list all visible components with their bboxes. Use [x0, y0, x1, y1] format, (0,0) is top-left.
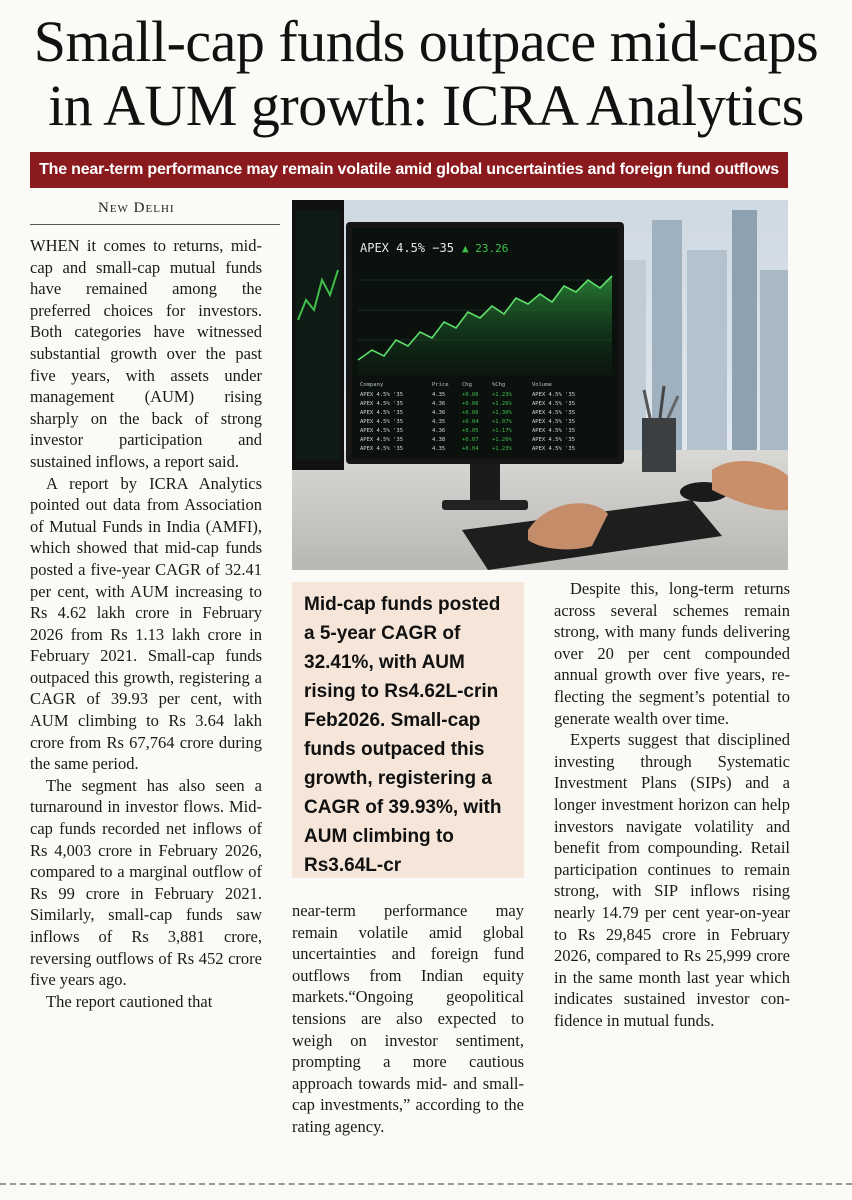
paragraph: Experts suggest that disciplined investing through Systematic Investment Plans (SIPs) and a longer investment horizon can help investors navigate volatility and benefit from compounding. Retail participation continues to remain strong, with SIP inflows rising nearly 14.79 per cent year-on-year to Rs 29,845 crore in February 2026, compared to Rs 25,999 crore in the same month last year which indicates sustained investor confidence in mutual funds.	[554, 730, 790, 1030]
body-column-1	[30, 235, 262, 1012]
table-cell: +0.06	[462, 401, 479, 407]
table-cell: APEX 4.5% '35	[360, 410, 404, 416]
table-cell: 4.36	[432, 410, 446, 416]
table-cell: 4.35	[432, 392, 446, 398]
table-cell: +0.04	[462, 446, 479, 452]
table-cell: APEX 4.5% '35	[532, 437, 576, 443]
table-cell: APEX 4.5% '35	[532, 419, 576, 425]
table-cell: APEX 4.5% '35	[532, 446, 576, 452]
table-header-cell: Volume	[532, 382, 552, 388]
table-cell: +1.26%	[492, 401, 512, 407]
table-cell: +1.30%	[492, 410, 512, 416]
photo-illustration	[292, 200, 788, 570]
table-cell: 4.38	[432, 437, 446, 443]
paragraph: WHEN it comes to returns, mid-cap and small-cap mutual funds have remained among the preferred choices for investors. Both categories have witnessed substantial growth over the past five years, with assets under management (AUM) rising sharply on the back of strong investor participation and sustained inflows, a report said.	[30, 236, 262, 471]
pull-quote: Mid-cap funds posted a 5-year CAGR of 32.41%, with AUM rising to Rs4.62L-crin Feb2026. Small-cap funds outpaced this growth, registering a CAGR of 39.93%, with AUM climbing to Rs3.64L-cr	[292, 582, 524, 878]
table-cell: 4.36	[432, 428, 446, 434]
table-cell: APEX 4.5% '35	[360, 446, 404, 452]
table-header-cell: Company	[360, 382, 384, 388]
table-cell: 4.35	[432, 419, 446, 425]
table-cell: 4.35	[432, 446, 446, 452]
table-header-cell: Chg	[462, 382, 472, 388]
table-cell: 4.36	[432, 401, 446, 407]
table-header-cell: Price	[432, 382, 449, 388]
table-cell: +1.23%	[492, 392, 512, 398]
body-column-2	[292, 900, 524, 1138]
table-cell: APEX 4.5% '35	[532, 410, 576, 416]
table-cell: +0.06	[462, 410, 479, 416]
table-cell: APEX 4.5% '35	[360, 437, 404, 443]
paragraph: near-term performance may remain volatile amid global uncertainties and foreign fund outflows from Indian equity markets.“Ongoing geopolitical tensions are also expected to weigh on investor sentiment, prompting a more cautious approach towards mid- and small-cap investments,” according to the rating agency.	[292, 901, 524, 1136]
table-cell: APEX 4.5% '35	[360, 392, 404, 398]
table-cell: +1.07%	[492, 419, 512, 425]
ticker-change: ▲ 23.26	[462, 242, 509, 255]
table-cell: APEX 4.5% '35	[360, 401, 404, 407]
table-cell: APEX 4.5% '35	[532, 392, 576, 398]
paragraph: Despite this, long-term returns across several schemes remain strong, with many funds delivering over 20 per cent compounded annual growth over five years, reflecting the segment’s potential to generate wealth over time.	[554, 579, 790, 728]
table-cell: APEX 4.5% '35	[532, 428, 576, 434]
table-cell: +1.17%	[492, 428, 512, 434]
stock-market-photo	[292, 200, 788, 570]
table-header-cell: %Chg	[492, 382, 506, 388]
subheadline-banner: The near-term performance may remain volatile amid global uncertainties and foreign fund outflows	[30, 152, 788, 188]
table-cell: +0.06	[462, 392, 479, 398]
page-bottom-rule	[0, 1183, 852, 1185]
dateline: New Delhi	[98, 200, 175, 216]
body-column-3	[554, 578, 790, 1031]
table-cell: +0.05	[462, 428, 479, 434]
headline	[0, 10, 852, 138]
paragraph: The segment has also seen a turnaround in investor flows. Mid-cap funds recorded net inflows of Rs 4,003 crore in February 2026, compared to a marginal outflow of Rs 99 crore in February 2021. Similarly, small-cap funds saw inflows of Rs 3,881 crore, reversing outflows of Rs 452 crore five years ago.	[30, 775, 262, 990]
table-cell: +0.07	[462, 437, 479, 443]
table-cell: APEX 4.5% '35	[360, 419, 404, 425]
dateline-rule	[30, 224, 280, 225]
table-cell: +1.23%	[492, 446, 512, 452]
headline-line-2: in AUM growth: ICRA Analytics	[48, 73, 804, 138]
paragraph: A report by ICRA Analytics pointed out data from Association of Mutual Funds in India (AMFI), which showed that mid-cap funds posted a five-year CAGR of 32.41 per cent, with AUM increasing to Rs 4.62 lakh crore in February 2026 from Rs 1.13 lakh crore in February 2021. Small-cap funds outpaced this growth, registering a CAGR of 39.93 per cent, with AUM climbing to Rs 3.64 lakh crore from Rs 67,764 crore during the same period.	[30, 473, 262, 774]
paragraph: The report cautioned that	[46, 991, 213, 1011]
headline-line-1: Small-cap funds outpace mid-caps	[33, 9, 819, 74]
table-cell: +0.04	[462, 419, 479, 425]
ticker-title: APEX 4.5% −35	[360, 241, 454, 255]
table-cell: +1.26%	[492, 437, 512, 443]
table-cell: APEX 4.5% '35	[532, 401, 576, 407]
table-cell: APEX 4.5% '35	[360, 428, 404, 434]
